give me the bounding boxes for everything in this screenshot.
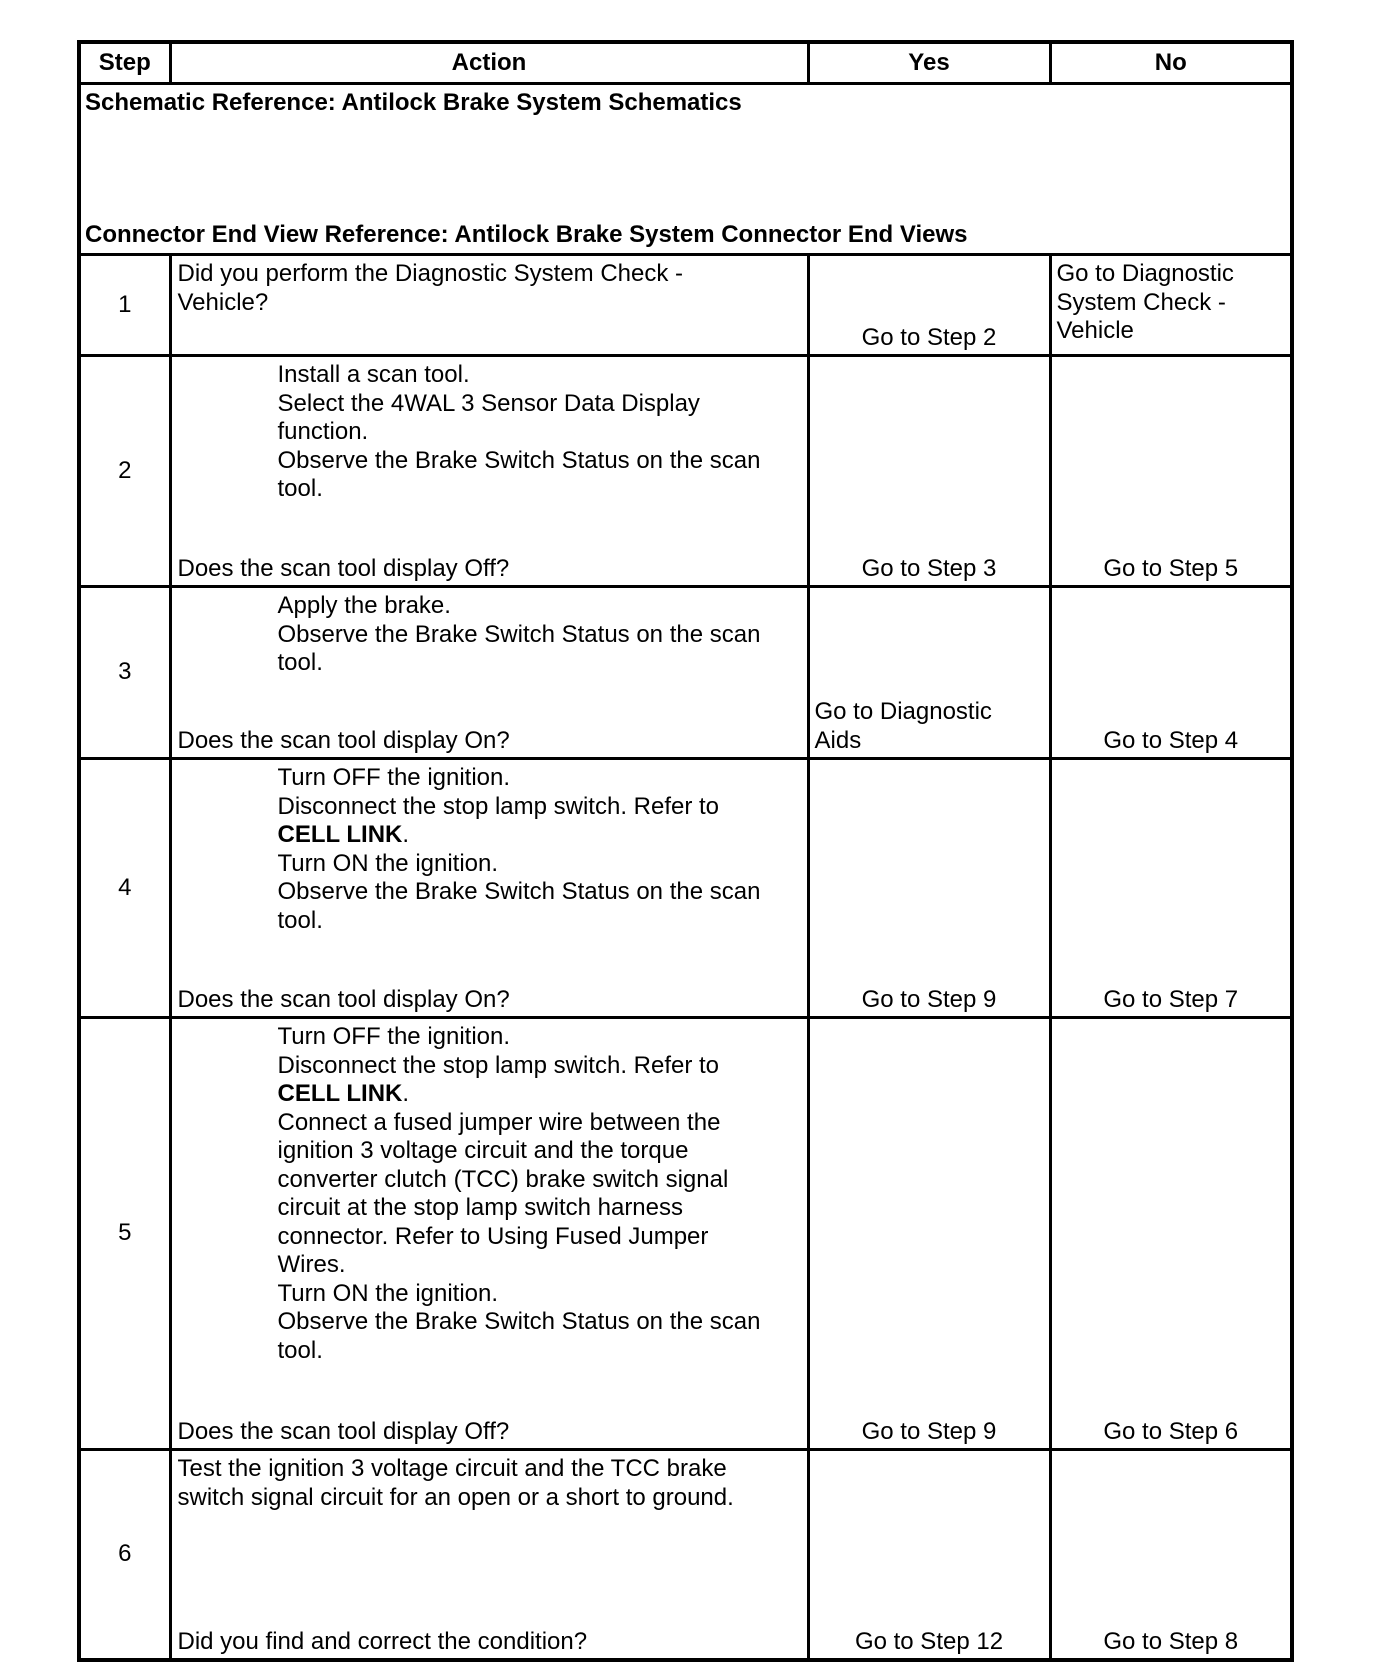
instruction-line: tool. [277,906,323,934]
no-result-line: Go to Diagnostic [1056,260,1234,287]
diagnostic-table [77,40,1294,1662]
yes-result: Go to Step 9 [861,985,997,1013]
step-number: 2 [79,356,170,587]
step-question: Does the scan tool display On? [177,985,510,1013]
link-suffix: . [402,821,410,848]
instruction-line: tool. [277,1336,323,1364]
yes-result-line: Aids [814,726,862,754]
no-cell [1050,1018,1292,1450]
step-question: Does the scan tool display On? [177,726,510,754]
yes-cell [808,587,1050,759]
reference-row [79,84,1292,255]
instruction-line: Turn OFF the ignition. [277,764,511,791]
instruction-line: tool. [277,475,323,502]
no-cell [1050,587,1292,759]
step-question: Did you find and correct the condition? [177,1627,588,1655]
step-question: Does the scan tool display Off? [177,1417,510,1445]
schematic-reference: Schematic Reference: Antilock Brake System Schematics [85,89,742,116]
no-result: Go to Step 5 [1103,554,1239,582]
instruction-line: ignition 3 voltage circuit and the torque [277,1137,689,1164]
yes-result: Go to Step 12 [854,1627,1004,1655]
instruction-line: connector. Refer to Using Fused Jumper [277,1222,709,1250]
instruction-line: Observe the Brake Switch Status on the scan [277,878,761,905]
action-cell [170,759,808,1018]
yes-result: Go to Step 3 [861,554,997,582]
yes-cell [808,1018,1050,1450]
action-cell [170,255,808,356]
action-cell [170,1450,808,1661]
instruction-line: function. [277,418,369,445]
cell-link[interactable]: CELL LINK [277,821,403,848]
instruction-line: Observe the Brake Switch Status on the scan [277,620,761,648]
action-line: Test the ignition 3 voltage circuit and the TCC brake [177,1455,727,1482]
instruction-list [178,361,801,504]
no-cell [1050,1450,1292,1661]
instruction-line: Observe the Brake Switch Status on the scan [277,446,761,474]
action-line: switch signal circuit for an open or a short to ground. [177,1483,734,1511]
step-number: 6 [79,1450,170,1661]
header-row [79,42,1292,84]
yes-cell [808,759,1050,1018]
no-cell [1050,356,1292,587]
connector-reference: Connector End View Reference: Antilock Brake System Connector End Views [85,220,968,248]
no-result-line: Vehicle [1056,317,1134,344]
step-number: 3 [79,587,170,759]
step-question: Does the scan tool display Off? [177,554,510,582]
instruction-list [178,764,801,935]
instruction-line: Disconnect the stop lamp switch. Refer to [277,792,720,820]
yes-cell [808,1450,1050,1661]
instruction-line: Connect a fused jumper wire between the [277,1108,721,1136]
instruction-line: Turn ON the ignition. [277,849,499,877]
no-result-line: System Check - [1056,288,1226,316]
instruction-line: circuit at the stop lamp switch harness [277,1194,684,1221]
instruction-line [278,1080,801,1109]
yes-result: Go to Step 2 [861,323,997,351]
instruction-list [178,592,801,678]
instruction-line: Select the 4WAL 3 Sensor Data Display [277,389,700,417]
table-row [79,1018,1292,1450]
yes-result [815,698,1045,755]
instruction-line: Turn OFF the ignition. [277,1023,511,1050]
instruction-line: Apply the brake. [277,592,451,619]
link-suffix: . [402,1080,410,1107]
reference-cell [79,84,1292,255]
instruction-line: Observe the Brake Switch Status on the scan [277,1308,761,1335]
instruction-line: Wires. [277,1251,346,1278]
no-cell [1050,255,1292,356]
instruction-line: converter clutch (TCC) brake switch signal [277,1165,729,1193]
yes-result: Go to Step 9 [861,1417,997,1445]
no-result [1057,260,1287,346]
no-result: Go to Step 4 [1103,726,1239,754]
table-row [79,356,1292,587]
header-yes: Yes [808,42,1050,84]
instruction-line: Install a scan tool. [277,361,470,388]
no-result: Go to Step 7 [1103,985,1239,1013]
table-row [79,587,1292,759]
header-step: Step [79,42,170,84]
instruction-line [278,821,801,850]
table-row [79,1450,1292,1661]
yes-cell [808,356,1050,587]
no-result: Go to Step 8 [1103,1627,1239,1655]
no-cell [1050,759,1292,1018]
instruction-line: Turn ON the ignition. [277,1279,499,1307]
action-cell [170,356,808,587]
header-no: No [1050,42,1292,84]
cell-link[interactable]: CELL LINK [277,1080,403,1107]
table-row [79,759,1292,1018]
instruction-line: tool. [277,649,323,676]
table-row [79,255,1292,356]
yes-cell [808,255,1050,356]
yes-result-line: Go to Diagnostic [814,698,992,725]
no-result: Go to Step 6 [1103,1417,1239,1445]
action-cell [170,1018,808,1450]
header-action: Action [170,42,808,84]
action-cell [170,587,808,759]
step-number: 4 [79,759,170,1018]
step-number: 1 [79,255,170,356]
step-number: 5 [79,1018,170,1450]
instruction-list [178,1023,801,1365]
action-line: Did you perform the Diagnostic System Check - [177,260,684,287]
instruction-line: Disconnect the stop lamp switch. Refer to [277,1051,720,1079]
action-line: Vehicle? [177,288,269,316]
